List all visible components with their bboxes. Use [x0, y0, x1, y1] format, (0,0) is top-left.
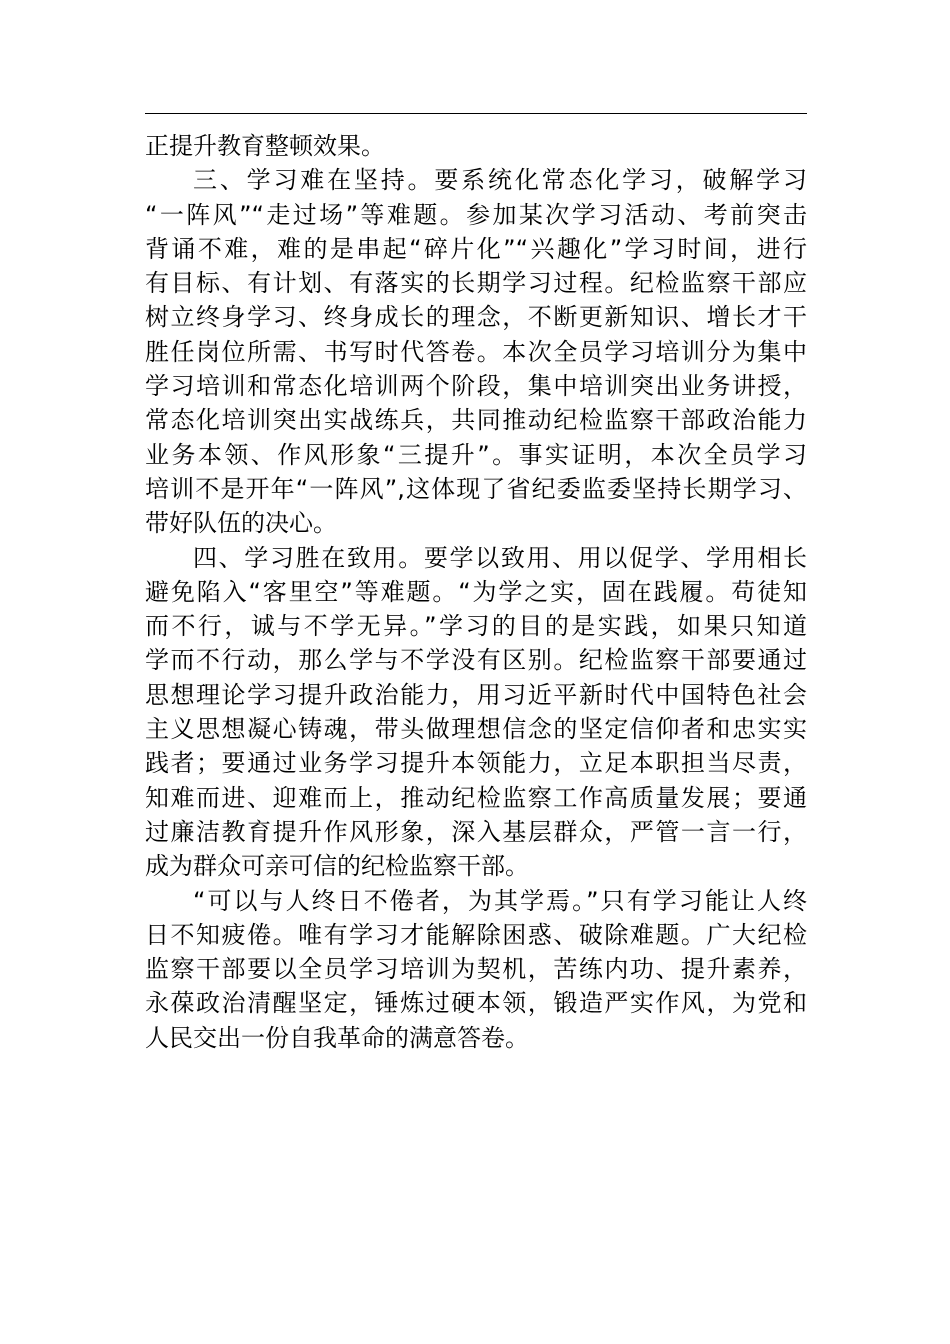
- paragraph-line: 思想理论学习提升政治能力，用习近平新时代中国特色社会: [145, 680, 807, 709]
- paragraph-line: 监察干部要以全员学习培训为契机，苦练内功、提升素养，: [145, 955, 807, 984]
- paragraph-line: 践者；要通过业务学习提升本领能力，立足本职担当尽责，: [145, 749, 807, 778]
- paragraph-line: 培训不是开年“一阵风”,这体现了省纪委监委坚持长期学习、: [145, 474, 807, 503]
- paragraph-line: 有目标、有计划、有落实的长期学习过程。纪检监察干部应: [145, 269, 807, 298]
- paragraph-line: 正提升教育整顿效果。: [145, 132, 385, 160]
- paragraph-line: 日不知疲倦。唯有学习才能解除困惑、破除难题。广大纪检: [145, 920, 807, 949]
- header-rule: [145, 113, 807, 114]
- paragraph-line: 四、学习胜在致用。要学以致用、用以促学、学用相长: [193, 543, 807, 572]
- paragraph-line: “一阵风”“走过场”等难题。参加某次学习活动、考前突击: [145, 200, 807, 229]
- paragraph-line: 永葆政治清醒坚定，锤炼过硬本领，锻造严实作风，为党和: [145, 989, 807, 1018]
- paragraph-line: 学而不行动，那么学与不学没有区别。纪检监察干部要通过: [145, 646, 807, 675]
- paragraph-line: 三、学习难在坚持。要系统化常态化学习，破解学习: [193, 166, 807, 195]
- paragraph-line: 而不行，诚与不学无异。”学习的目的是实践，如果只知道: [145, 612, 807, 641]
- paragraph-line: 常态化培训突出实战练兵，共同推动纪检监察干部政治能力: [145, 406, 807, 435]
- paragraph-line: 知难而进、迎难而上，推动纪检监察工作高质量发展；要通: [145, 783, 807, 812]
- paragraph-line: 过廉洁教育提升作风形象，深入基层群众，严管一言一行，: [145, 817, 807, 846]
- paragraph-line: 成为群众可亲可信的纪检监察干部。: [145, 852, 529, 881]
- paragraph-line: 学习培训和常态化培训两个阶段，集中培训突出业务讲授，: [145, 372, 807, 401]
- paragraph-line: 胜任岗位所需、书写时代答卷。本次全员学习培训分为集中: [145, 337, 807, 366]
- document-body: [145, 129, 815, 1055]
- paragraph-line: 带好队伍的决心。: [145, 509, 337, 538]
- paragraph-line: “可以与人终日不倦者，为其学焉。”只有学习能让人终: [193, 886, 807, 915]
- paragraph-line: 业务本领、作风形象“三提升”。事实证明，本次全员学习: [145, 440, 807, 469]
- paragraph-line: 避免陷入“客里空”等难题。“为学之实，固在践履。苟徒知: [145, 577, 807, 606]
- paragraph-line: 树立终身学习、终身成长的理念，不断更新知识、增长才干: [145, 303, 807, 332]
- paragraph-line: 背诵不难，难的是串起“碎片化”“兴趣化”学习时间，进行: [145, 234, 807, 263]
- paragraph-line: 主义思想凝心铸魂，带头做理想信念的坚定信仰者和忠实实: [145, 715, 807, 744]
- paragraph-line: 人民交出一份自我革命的满意答卷。: [145, 1023, 529, 1052]
